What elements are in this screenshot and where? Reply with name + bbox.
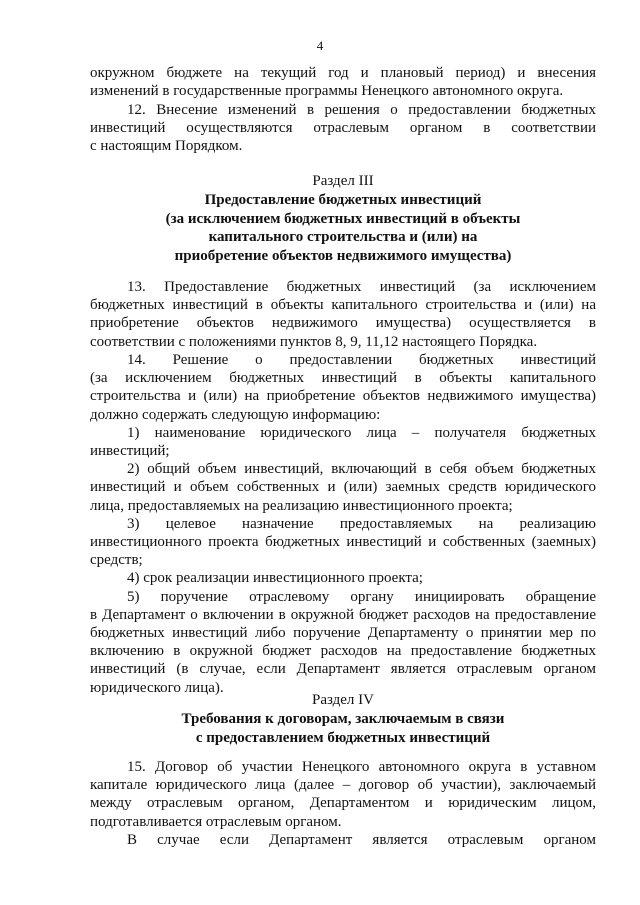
text-line: соответствии с положениями пунктов 8, 9, 11,12 настоящего Порядка. — [90, 333, 538, 350]
text-line: капитале юридического лица (далее – договор об участии), заключаемый — [90, 777, 596, 794]
text-line: окружном бюджете на текущий год и плановый период) и внесения — [90, 65, 596, 81]
title-line: Требования к договорам, заключаемым в связи — [181, 711, 505, 727]
paragraph-14 — [90, 351, 596, 697]
list-item-5: 5) поручение отраслевому органу инициировать обращение — [127, 588, 596, 605]
text-line: между отраслевым органом, Департаментом и юридическим лицом, — [90, 795, 596, 812]
text-line: инвестиций и объем собственных и (или) заемных средств юридического — [90, 479, 596, 496]
text-line: инвестиций; — [90, 443, 170, 460]
list-item-4: 4) срок реализации инвестиционного проекта; — [127, 570, 423, 587]
text-line: с настоящим Порядком. — [90, 138, 243, 155]
intro-paragraph — [90, 64, 596, 100]
page-number: 4 — [316, 38, 324, 53]
text-line: бюджетных инвестиций либо поручение Департаменту о принятии мер по — [90, 625, 596, 642]
text-line: лица, предоставляемых на реализацию инвестиционного проекта; — [90, 497, 513, 514]
title-line: Предоставление бюджетных инвестиций — [204, 192, 482, 208]
text-line: инвестиционного проекта бюджетных инвестиций и собственных (заемных) — [90, 534, 596, 551]
text-line: бюджетных инвестиций в объекты капитального строительства и (или) на — [90, 297, 596, 314]
text-line: 13. Предоставление бюджетных инвестиций (за исключением — [127, 279, 596, 295]
paragraph-13 — [90, 278, 596, 351]
title-line: приобретение объектов недвижимого имущества) — [174, 247, 512, 264]
text-line: включению в окружной бюджет расходов на предоставление бюджетных — [90, 643, 596, 660]
text-line: в Департамент о включении в окружной бюджет расходов на предоставление — [90, 606, 596, 623]
text-line: должно содержать следующую информацию: — [90, 406, 381, 423]
section-4-title — [60, 710, 626, 747]
text-line: 15. Договор об участии Ненецкого автономного округа в уставном — [127, 759, 596, 775]
text-line: инвестиций (в случае, если Департамент является отраслевым органом — [90, 661, 596, 678]
title-line: капитального строительства и (или) на — [208, 229, 478, 246]
list-item-2: 2) общий объем инвестиций, включающий в себя объем бюджетных — [127, 461, 596, 478]
list-item-3: 3) целевое назначение предоставляемых на реализацию — [127, 515, 596, 532]
text-line: В случае если Департамент является отраслевым органом — [127, 831, 596, 848]
list-item-1: 1) наименование юридического лица – получателя бюджетных — [127, 424, 596, 441]
text-line: 12. Внесение изменений в решения о предоставлении бюджетных — [127, 102, 596, 118]
text-line: юридического лица). — [90, 679, 224, 696]
section-3-title — [60, 191, 626, 265]
section-4-label: Раздел IV — [311, 692, 374, 708]
text-line: подготавливается отраслевым органом. — [90, 813, 342, 830]
paragraph-15 — [90, 758, 596, 849]
section-3-label: Раздел III — [312, 173, 374, 189]
text-line: изменений в государственные программы Ненецкого автономного округа. — [90, 83, 564, 100]
text-line: средств; — [90, 552, 143, 569]
text-line: 14. Решение о предоставлении бюджетных инвестиций — [127, 352, 596, 368]
paragraph-12 — [90, 101, 596, 156]
text-line: приобретение объектов недвижимого имущества) осуществляется в — [90, 315, 596, 332]
text-line: инвестиций осуществляются отраслевым органом в соответствии — [90, 120, 596, 137]
title-line: с предоставлением бюджетных инвестиций — [195, 729, 491, 746]
text-line: (за исключением бюджетных инвестиций в объекты капитального — [90, 370, 596, 387]
title-line: (за исключением бюджетных инвестиций в объекты — [165, 210, 521, 227]
text-line: строительства и (или) на приобретение объектов недвижимого имущества) — [90, 388, 596, 405]
